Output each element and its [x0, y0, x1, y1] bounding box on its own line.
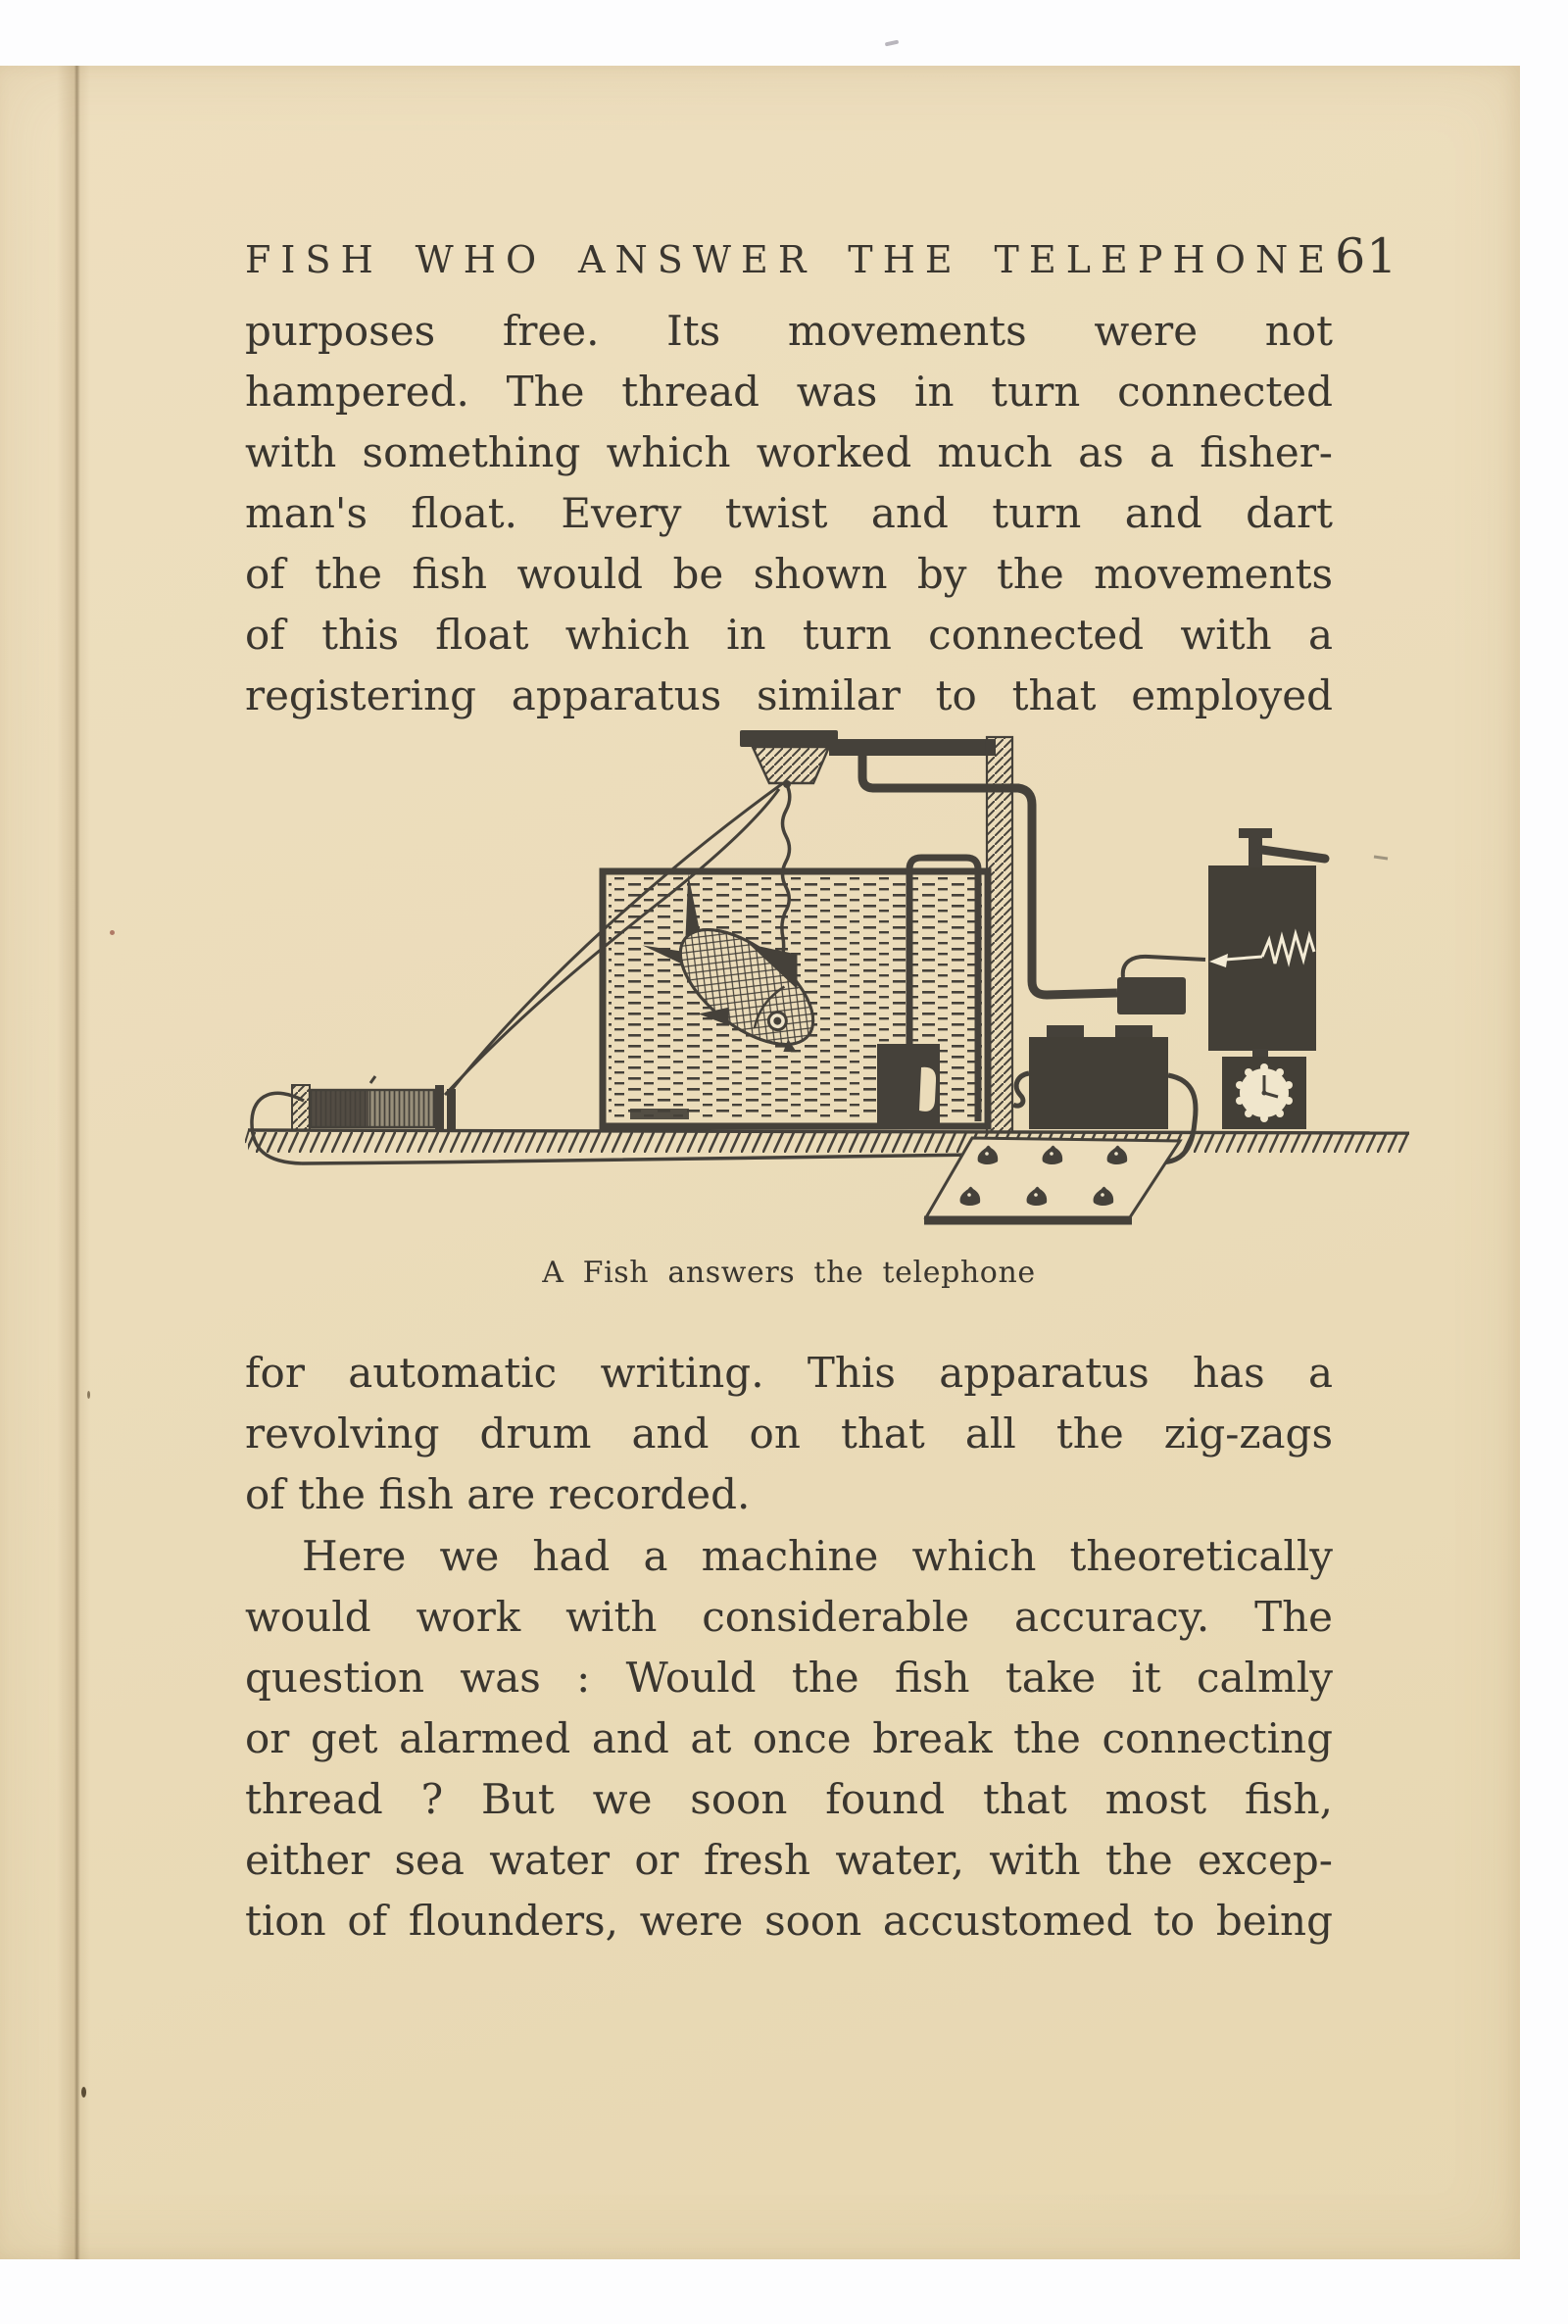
text-line: hampered. The thread was in turn connected [245, 368, 1333, 416]
text-line: for automatic writing. This apparatus has a [245, 1349, 1333, 1397]
text-line: Here we had a machine which theoretically [302, 1532, 1333, 1580]
paragraph-1 [245, 301, 1333, 726]
page-fold-shadow [57, 66, 90, 2259]
scan-speck [885, 40, 900, 47]
text-line: with something which worked much as a fisher- [245, 428, 1333, 476]
clock [1222, 1049, 1306, 1129]
induction-coil [292, 1076, 456, 1130]
paragraph-3 [245, 1526, 1333, 1952]
frame-post [987, 737, 1012, 1132]
recorder-crank [1239, 828, 1388, 867]
text-line: question was : Would the fish take it calmly [245, 1654, 1333, 1702]
running-header [245, 228, 1398, 284]
text-line: of the fish would be shown by the movements [245, 550, 1333, 598]
text-line: thread ? But we soon found that most fish, [245, 1775, 1333, 1823]
text-line: would work with considerable accuracy. The [245, 1593, 1333, 1641]
text-line: registering apparatus similar to that employed [245, 671, 1333, 719]
figure-caption: A Fish answers the telephone [542, 1256, 1036, 1290]
scan-speck [87, 1391, 90, 1399]
drum-recorder [1208, 828, 1388, 1051]
paragraph-2 [245, 1343, 1333, 1525]
text-line: man's float. Every twist and turn and dart [245, 489, 1333, 537]
relay [1117, 957, 1205, 1014]
scan-speck [110, 930, 115, 935]
scan-speck [81, 2087, 86, 2098]
text-line: of the fish are recorded. [245, 1470, 751, 1518]
page-number: 61 [1335, 228, 1398, 284]
book-page [0, 66, 1520, 2259]
table-surface [245, 1130, 1409, 1153]
text-line: tion of flounders, were soon accustomed to being [245, 1897, 1333, 1945]
text-line: revolving drum and on that all the zig-zags [245, 1409, 1333, 1458]
figure-fish-telephone [245, 730, 1411, 1240]
text-line: of this float which in turn connected with a [245, 611, 1333, 659]
frame-arm [829, 739, 996, 756]
chapter-title: FISH WHO ANSWER THE TELEPHONE [245, 238, 1336, 281]
text-line: or get alarmed and at once break the connecting [245, 1714, 1333, 1762]
text-line: either sea water or fresh water, with the excep- [245, 1836, 1333, 1884]
text-line: purposes free. Its movements were not [245, 307, 1333, 355]
